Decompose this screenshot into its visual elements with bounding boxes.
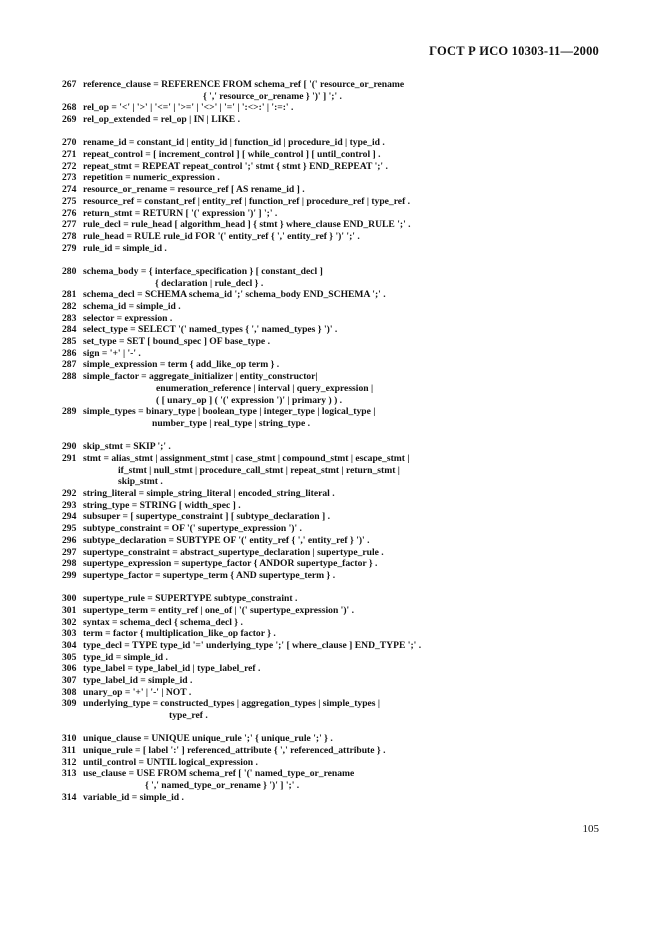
- rule-line: type_id = simple_id .: [83, 651, 168, 663]
- rule-text: [83, 745, 385, 757]
- rule-line: rel_op_extended = rel_op | IN | LIKE .: [83, 114, 240, 126]
- rule-number: 299: [62, 569, 77, 581]
- rule-continuation-line: { ',' named_type_or_rename } ')' ] ';' .: [145, 780, 300, 792]
- rule-line: rel_op = '<' | '>' | '<=' | '>=' | '<>' | '=' | ':<>:' | ':=:' .: [83, 102, 294, 114]
- grammar-rule: [62, 488, 607, 500]
- rule-line: rule_decl = rule_head [ algorithm_head ] { stmt } where_clause END_RULE ';' .: [83, 219, 411, 231]
- rule-text: [83, 359, 279, 371]
- grammar-rule: [62, 652, 607, 664]
- rule-number: 270: [62, 137, 77, 149]
- rule-line: repeat_stmt = REPEAT repeat_control ';' stmt { stmt } END_REPEAT ';' .: [83, 160, 388, 172]
- rule-line: selector = expression .: [83, 312, 173, 324]
- rule-number: 310: [62, 733, 77, 745]
- rule-line: reference_clause = REFERENCE FROM schema_ref [ '(' resource_or_rename: [83, 79, 405, 90]
- grammar-rule: [62, 172, 607, 184]
- rule-text: [83, 219, 411, 231]
- rule-group: [62, 79, 607, 126]
- grammar-rule-list: [62, 79, 607, 815]
- grammar-rule: [62, 406, 607, 429]
- rule-text: [83, 289, 386, 301]
- rule-number: 308: [62, 686, 77, 698]
- grammar-rule: [62, 523, 607, 535]
- rule-line: supertype_factor = supertype_term { AND supertype_term } .: [83, 569, 336, 581]
- rule-line: subtype_declaration = SUBTYPE OF '(' entity_ref { ',' entity_ref } ')' .: [83, 534, 370, 546]
- rule-line: schema_id = simple_id .: [83, 300, 181, 312]
- rule-number: 272: [62, 160, 77, 172]
- grammar-rule: [62, 698, 607, 721]
- rule-number: 290: [62, 441, 77, 453]
- rule-number: 275: [62, 195, 77, 207]
- rule-text: [83, 663, 260, 675]
- grammar-rule: [62, 792, 607, 804]
- rule-continuation-line: number_type | real_type | string_type .: [152, 417, 311, 429]
- rule-text: [83, 687, 191, 699]
- rule-line: schema_decl = SCHEMA schema_id ';' schema_body END_SCHEMA ';' .: [83, 289, 386, 301]
- grammar-rule: [62, 593, 607, 605]
- rule-number: 274: [62, 184, 77, 196]
- rule-group: [62, 137, 607, 254]
- rule-text: [83, 336, 270, 348]
- rule-continuation-line: enumeration_reference | interval | query_expression |: [156, 382, 374, 394]
- rule-text: [83, 102, 293, 114]
- rule-line: schema_body = { interface_specification } [ constant_decl ]: [83, 265, 323, 277]
- grammar-rule: [62, 453, 607, 488]
- rule-continuation-line: { declaration | rule_decl } .: [155, 277, 264, 289]
- rule-text: [83, 184, 305, 196]
- rule-text: [83, 652, 168, 664]
- rule-line: string_literal = simple_string_literal | encoded_string_literal .: [83, 488, 335, 499]
- rule-line: simple_factor = aggregate_initializer | entity_constructor|: [83, 371, 318, 383]
- rule-line: supertype_expression = supertype_factor { ANDOR supertype_factor } .: [83, 558, 378, 570]
- rule-line: underlying_type = constructed_types | aggregation_types | simple_types |: [83, 698, 381, 710]
- rule-line: select_type = SELECT '(' named_types { ',' named_types } ')' .: [83, 324, 338, 336]
- rule-number: 276: [62, 207, 77, 219]
- rule-number: 267: [62, 79, 77, 90]
- grammar-rule: [62, 219, 607, 231]
- grammar-rule: [62, 617, 607, 629]
- grammar-rule: [62, 348, 607, 360]
- rule-number: 304: [62, 639, 77, 651]
- grammar-rule: [62, 511, 607, 523]
- grammar-rule: [62, 161, 607, 173]
- rule-number: 285: [62, 336, 77, 348]
- rule-line: resource_or_rename = resource_ref [ AS rename_id ] .: [83, 184, 305, 196]
- rule-number: 280: [62, 265, 77, 277]
- grammar-rule: [62, 558, 607, 570]
- rule-text: [83, 488, 335, 500]
- grammar-rule: [62, 371, 607, 406]
- rule-number: 287: [62, 359, 77, 371]
- rule-line: supertype_rule = SUPERTYPE subtype_constraint .: [83, 593, 298, 605]
- rule-line: repeat_control = [ increment_control ] [ while_control ] [ until_control ] .: [83, 149, 381, 161]
- rule-line: use_clause = USE FROM schema_ref [ '(' named_type_or_rename: [83, 768, 355, 780]
- rule-number: 277: [62, 219, 77, 231]
- rule-line: unique_clause = UNIQUE unique_rule ';' { unique_rule ';' } .: [83, 733, 333, 745]
- rule-text: [83, 535, 370, 547]
- rule-line: simple_expression = term { add_like_op term } .: [83, 359, 280, 371]
- rule-line: supertype_constraint = abstract_supertype_declaration | supertype_rule .: [83, 546, 384, 558]
- rule-text: [83, 698, 380, 721]
- rule-continuation-line: { ',' resource_or_rename } ')' ] ';' .: [203, 90, 342, 102]
- rule-line: until_control = UNTIL logical_expression .: [83, 756, 258, 768]
- rule-line: return_stmt = RETURN [ '(' expression ')' ] ';' .: [83, 207, 278, 219]
- grammar-rule: [62, 289, 607, 301]
- rule-number: 301: [62, 604, 77, 616]
- rule-line: type_decl = TYPE type_id '=' underlying_type ';' [ where_clause ] END_TYPE ';' .: [83, 639, 422, 651]
- rule-line: supertype_term = entity_ref | one_of | '(' supertype_expression ')' .: [83, 604, 354, 616]
- rule-line: sign = '+' | '-' .: [83, 347, 141, 359]
- rule-number: 273: [62, 172, 77, 184]
- rule-number: 268: [62, 102, 77, 114]
- grammar-rule: [62, 687, 607, 699]
- rule-text: [83, 371, 373, 406]
- grammar-rule: [62, 757, 607, 769]
- rule-number: 305: [62, 651, 77, 663]
- rule-text: [83, 640, 421, 652]
- rule-number: 309: [62, 698, 77, 710]
- grammar-rule: [62, 184, 607, 196]
- rule-text: [83, 511, 330, 523]
- rule-text: [83, 161, 388, 173]
- grammar-rule: [62, 675, 607, 687]
- grammar-rule: [62, 628, 607, 640]
- rule-text: [83, 605, 354, 617]
- rule-number: 281: [62, 289, 77, 301]
- rule-line: string_type = STRING [ width_spec ] .: [83, 499, 241, 511]
- rule-line: rule_head = RULE rule_id FOR '(' entity_ref { ',' entity_ref } ')' ';' .: [83, 230, 360, 242]
- rule-group: [62, 733, 607, 803]
- rule-text: [83, 441, 171, 453]
- rule-line: resource_ref = constant_ref | entity_ref | function_ref | procedure_ref | type_ref .: [83, 195, 411, 207]
- grammar-rule: [62, 535, 607, 547]
- rule-text: [83, 792, 184, 804]
- rule-text: [83, 547, 384, 559]
- grammar-rule: [62, 733, 607, 745]
- rule-text: [83, 593, 297, 605]
- rule-line: variable_id = simple_id .: [83, 791, 184, 803]
- rule-text: [83, 628, 276, 640]
- grammar-rule: [62, 605, 607, 617]
- rule-group: [62, 593, 607, 722]
- rule-number: 288: [62, 371, 77, 383]
- rule-line: skip_stmt = SKIP ';' .: [83, 441, 171, 453]
- grammar-rule: [62, 547, 607, 559]
- rule-number: 311: [62, 745, 76, 757]
- rule-text: [83, 675, 192, 687]
- rule-line: simple_types = binary_type | boolean_type | integer_type | logical_type |: [83, 406, 376, 418]
- rule-number: 312: [62, 756, 77, 768]
- rule-text: [83, 301, 181, 313]
- rule-number: 278: [62, 230, 77, 242]
- grammar-rule: [62, 301, 607, 313]
- rule-number: 294: [62, 511, 77, 523]
- rule-text: [83, 172, 220, 184]
- rule-line: unary_op = '+' | '-' | NOT .: [83, 686, 192, 698]
- rule-number: 298: [62, 558, 77, 570]
- grammar-rule: [62, 441, 607, 453]
- rule-line: rename_id = constant_id | entity_id | function_id | procedure_id | type_id .: [83, 137, 385, 149]
- rule-text: [83, 266, 323, 289]
- grammar-rule: [62, 359, 607, 371]
- grammar-rule: [62, 79, 607, 102]
- rule-text: [83, 243, 167, 255]
- rule-text: [83, 453, 409, 488]
- rule-text: [83, 313, 172, 325]
- rule-group: [62, 266, 607, 430]
- rule-number: 303: [62, 628, 77, 640]
- rule-number: 307: [62, 675, 77, 687]
- rule-number: 289: [62, 406, 77, 418]
- grammar-rule: [62, 570, 607, 582]
- page-number: 105: [582, 823, 599, 835]
- rule-number: 284: [62, 324, 77, 336]
- rule-text: [83, 79, 404, 102]
- rule-line: stmt = alias_stmt | assignment_stmt | case_stmt | compound_stmt | escape_stmt |: [83, 452, 410, 464]
- grammar-rule: [62, 745, 607, 757]
- rule-text: [83, 348, 141, 360]
- rule-text: [83, 208, 277, 220]
- grammar-rule: [62, 208, 607, 220]
- rule-line: type_label = type_label_id | type_label_ref .: [83, 663, 261, 675]
- rule-text: [83, 733, 333, 745]
- rule-number: 313: [62, 768, 77, 780]
- document-header: ГОСТ Р ИСО 10303-11—2000: [429, 44, 599, 58]
- rule-text: [83, 406, 375, 429]
- rule-text: [83, 231, 360, 243]
- rule-text: [83, 114, 240, 126]
- rule-number: 271: [62, 149, 77, 161]
- grammar-rule: [62, 768, 607, 791]
- grammar-rule: [62, 243, 607, 255]
- rule-number: 296: [62, 534, 77, 546]
- rule-continuation-line: type_ref .: [169, 710, 208, 722]
- grammar-rule: [62, 266, 607, 289]
- rule-number: 302: [62, 616, 77, 628]
- rule-number: 269: [62, 114, 77, 126]
- rule-continuation-line: skip_stmt .: [118, 476, 163, 488]
- grammar-rule: [62, 231, 607, 243]
- grammar-rule: [62, 149, 607, 161]
- rule-text: [83, 137, 385, 149]
- grammar-rule: [62, 114, 607, 126]
- rule-text: [83, 757, 258, 769]
- rule-text: [83, 570, 335, 582]
- rule-number: 306: [62, 663, 77, 675]
- grammar-rule: [62, 137, 607, 149]
- grammar-rule: [62, 640, 607, 652]
- rule-number: 283: [62, 312, 77, 324]
- rule-line: repetition = numeric_expression .: [83, 172, 220, 184]
- rule-line: term = factor { multiplication_like_op factor } .: [83, 628, 276, 640]
- rule-number: 295: [62, 523, 77, 535]
- grammar-rule: [62, 663, 607, 675]
- rule-number: 282: [62, 300, 77, 312]
- rule-line: set_type = SET [ bound_spec ] OF base_type .: [83, 336, 270, 348]
- rule-line: rule_id = simple_id .: [83, 242, 167, 254]
- rule-line: type_label_id = simple_id .: [83, 675, 193, 687]
- rule-line: unique_rule = [ label ':' ] referenced_attribute { ',' referenced_attribute } .: [83, 745, 386, 757]
- rule-text: [83, 500, 241, 512]
- rule-text: [83, 196, 410, 208]
- rule-continuation-line: ( [ unary_op ] ( '(' expression ')' | primary ) ) .: [156, 394, 343, 406]
- rule-number: 293: [62, 499, 77, 511]
- rule-text: [83, 523, 302, 535]
- rule-text: [83, 324, 337, 336]
- rule-number: 300: [62, 593, 77, 605]
- rule-number: 291: [62, 452, 77, 464]
- rule-line: subtype_constraint = OF '(' supertype_expression ')' .: [83, 523, 302, 535]
- rule-number: 279: [62, 242, 77, 254]
- grammar-rule: [62, 313, 607, 325]
- rule-number: 314: [62, 791, 77, 803]
- grammar-rule: [62, 102, 607, 114]
- rule-number: 297: [62, 546, 77, 558]
- rule-text: [83, 558, 377, 570]
- grammar-rule: [62, 196, 607, 208]
- rule-text: [83, 149, 381, 161]
- rule-text: [83, 617, 243, 629]
- rule-continuation-line: if_stmt | null_stmt | procedure_call_stmt | repeat_stmt | return_stmt |: [118, 464, 400, 476]
- grammar-rule: [62, 324, 607, 336]
- rule-line: syntax = schema_decl { schema_decl } .: [83, 616, 243, 628]
- grammar-rule: [62, 336, 607, 348]
- grammar-rule: [62, 500, 607, 512]
- rule-text: [83, 768, 354, 791]
- rule-group: [62, 441, 607, 581]
- rule-number: 286: [62, 347, 77, 359]
- rule-line: subsuper = [ supertype_constraint ] [ subtype_declaration ] .: [83, 511, 331, 523]
- rule-number: 292: [62, 488, 77, 499]
